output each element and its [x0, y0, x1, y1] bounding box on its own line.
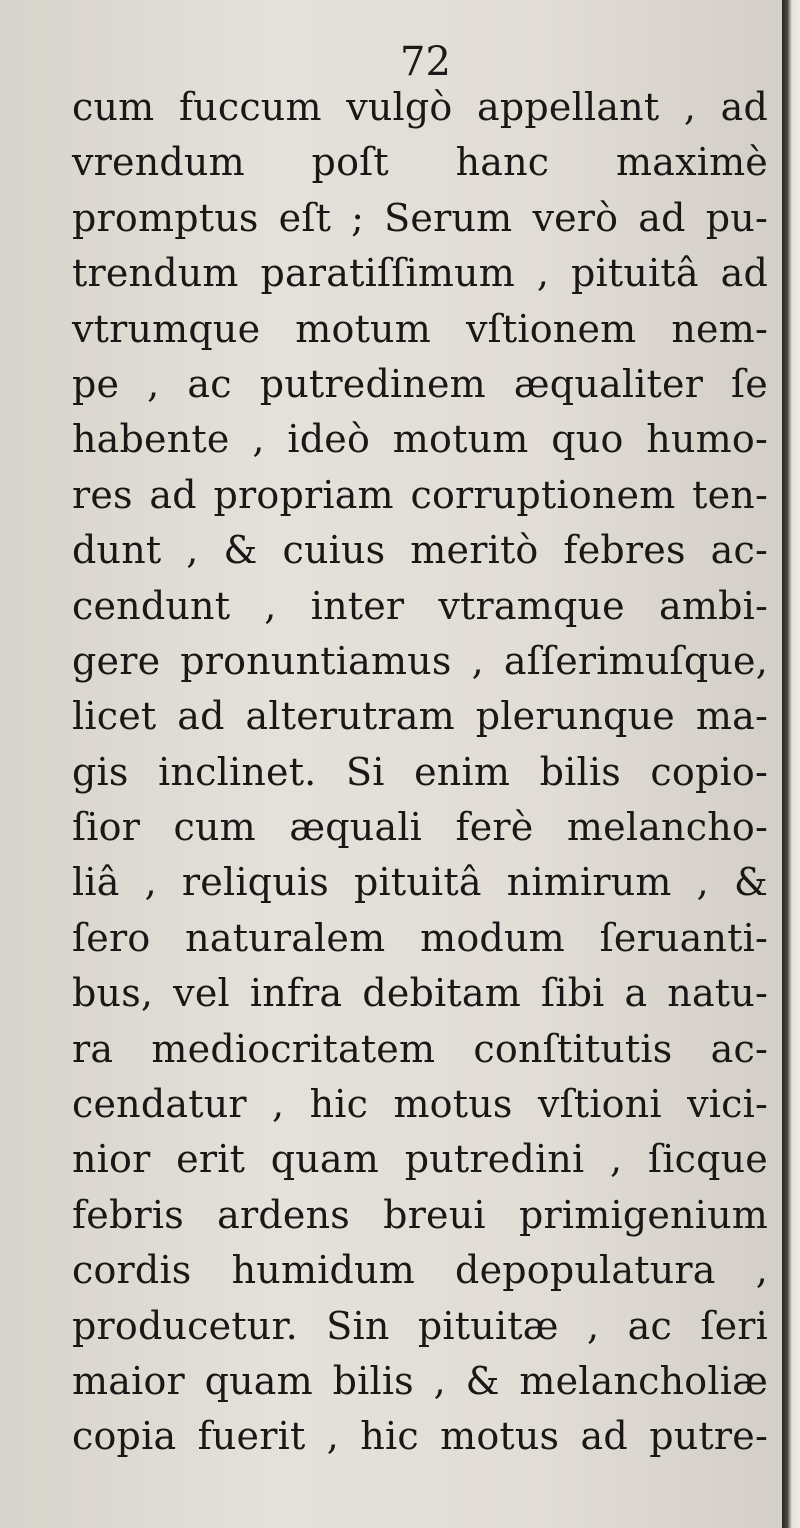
text-line: gere pronuntiamus , aſſerimuſque, [72, 638, 768, 683]
text-line: licet ad alterutram plerunque ma- [72, 694, 768, 739]
text-line: febris ardens breui primigenium [72, 1192, 768, 1237]
page-number: 72 [400, 39, 451, 85]
text-line: ſior cum æquali ferè melancho- [72, 805, 768, 850]
text-line: trendum paratiſſimum , pituitâ ad [72, 251, 768, 296]
text-line: cordis humidum depopulatura , [72, 1248, 768, 1293]
text-line: cendatur , hic motus vſtioni vici- [72, 1082, 768, 1127]
text-line: liâ , reliquis pituitâ nimirum , & [72, 860, 768, 905]
text-line: maior quam bilis , & melancholiæ [72, 1358, 768, 1403]
book-gutter [782, 0, 800, 1528]
text-line: vtrumque motum vſtionem nem- [72, 306, 768, 351]
text-line: promptus eſt ; Serum verò ad pu- [72, 195, 768, 240]
text-line: copia fuerit , hic motus ad putre- [72, 1414, 768, 1459]
body-text [72, 80, 768, 1465]
text-line: pe , ac putredinem æqualiter ſe [72, 361, 768, 406]
text-line: habente , ideò motum quo humo- [72, 417, 768, 462]
text-line: bus, vel infra debitam ſibi a natu- [72, 971, 768, 1016]
text-line: vrendum poſt hanc maximè [72, 140, 768, 185]
text-line: cendunt , inter vtramque ambi- [72, 583, 768, 628]
text-line: cum fuccum vulgò appellant , ad [72, 85, 768, 129]
text-line: nior erit quam putredini , ſicque [72, 1137, 768, 1182]
text-line: ſero naturalem modum ſeruanti- [72, 915, 768, 960]
text-line: gis inclinet. Si enim bilis copio- [72, 749, 768, 794]
text-line: dunt , & cuius meritò febres ac- [72, 528, 768, 573]
text-line: producetur. Sin pituitæ , ac ſeri [72, 1303, 768, 1348]
text-line: res ad propriam corruptionem ten- [72, 472, 768, 517]
text-line: ra mediocritatem conſtitutis ac- [72, 1026, 768, 1071]
